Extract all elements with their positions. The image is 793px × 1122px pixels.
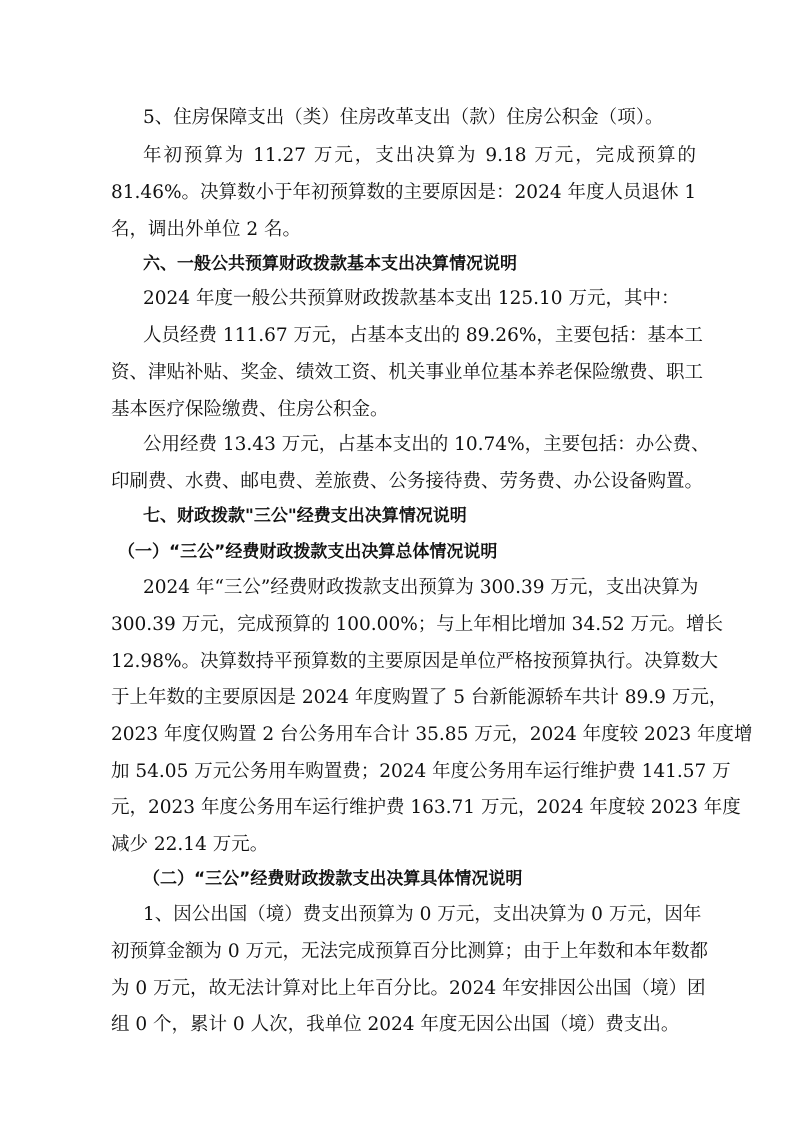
paragraph-line: 加 54.05 万元公务用车购置费；2024 年度公务用车运行维护费 141.57 万	[111, 761, 731, 782]
paragraph-line: 年初预算为 11.27 万元，支出决算为 9.18 万元，完成预算的	[143, 145, 696, 166]
paragraph-line: 减少 22.14 万元。	[111, 834, 269, 855]
paragraph-line: 基本医疗保险缴费、住房公积金。	[111, 399, 389, 420]
paragraph-line: 为 0 万元，故无法计算对比上年百分比。2024 年安排因公出国（境）团	[111, 978, 706, 999]
paragraph-line: 资、津贴补贴、奖金、绩效工资、机关事业单位基本养老保险缴费、职工	[111, 362, 704, 383]
paragraph-line: 公用经费 13.43 万元，占基本支出的 10.74%，主要包括：办公费、	[143, 434, 710, 455]
section-5-heading: 5、住房保障支出（类）住房改革支出（款）住房公积金（项）。	[143, 107, 664, 128]
paragraph-line: 名，调出外单位 2 名。	[111, 219, 302, 240]
paragraph-line: 2023 年度仅购置 2 台公务用车合计 35.85 万元，2024 年度较 2023 年度增	[111, 724, 753, 745]
paragraph-line: 人员经费 111.67 万元，占基本支出的 89.26%，主要包括：基本工	[143, 325, 703, 346]
section-7-sub2-heading: （二）“三公”经费财政拨款支出决算具体情况说明	[143, 869, 523, 889]
section-7-heading: 七、财政拨款"三公"经费支出决算情况说明	[143, 506, 467, 526]
paragraph-line: 2024 年“三公”经费财政拨款支出预算为 300.39 万元，支出决算为	[143, 577, 699, 598]
paragraph-line: 初预算金额为 0 万元，无法完成预算百分比测算；由于上年数和本年数都	[111, 941, 709, 962]
paragraph-line: 元，2023 年度公务用车运行维护费 163.71 万元，2024 年度较 2023 年度	[111, 797, 741, 818]
section-6-summary: 2024 年度一般公共预算财政拨款基本支出 125.10 万元，其中：	[143, 288, 680, 309]
paragraph-line: 12.98%。决算数持平预算数的主要原因是单位严格按预算执行。决算数大	[111, 651, 719, 672]
paragraph-line: 81.46%。决算数小于年初预算数的主要原因是：2024 年度人员退休 1	[111, 182, 697, 203]
section-7-sub1-heading: （一）“三公”经费财政拨款支出决算总体情况说明	[118, 542, 498, 562]
section-6-heading: 六、一般公共预算财政拨款基本支出决算情况说明	[143, 254, 517, 274]
paragraph-line: 1、因公出国（境）费支出预算为 0 万元，支出决算为 0 万元，因年	[143, 904, 702, 925]
paragraph-line: 印刷费、水费、邮电费、差旅费、公务接待费、劳务费、办公设备购置。	[111, 471, 704, 492]
paragraph-line: 300.39 万元，完成预算的 100.00%；与上年相比增加 34.52 万元。增长	[111, 614, 724, 635]
paragraph-line: 组 0 个，累计 0 人次，我单位 2024 年度无因公出国（境）费支出。	[111, 1014, 680, 1035]
paragraph-line: 于上年数的主要原因是 2024 年度购置了 5 台新能源轿车共计 89.9 万元，	[111, 687, 728, 708]
